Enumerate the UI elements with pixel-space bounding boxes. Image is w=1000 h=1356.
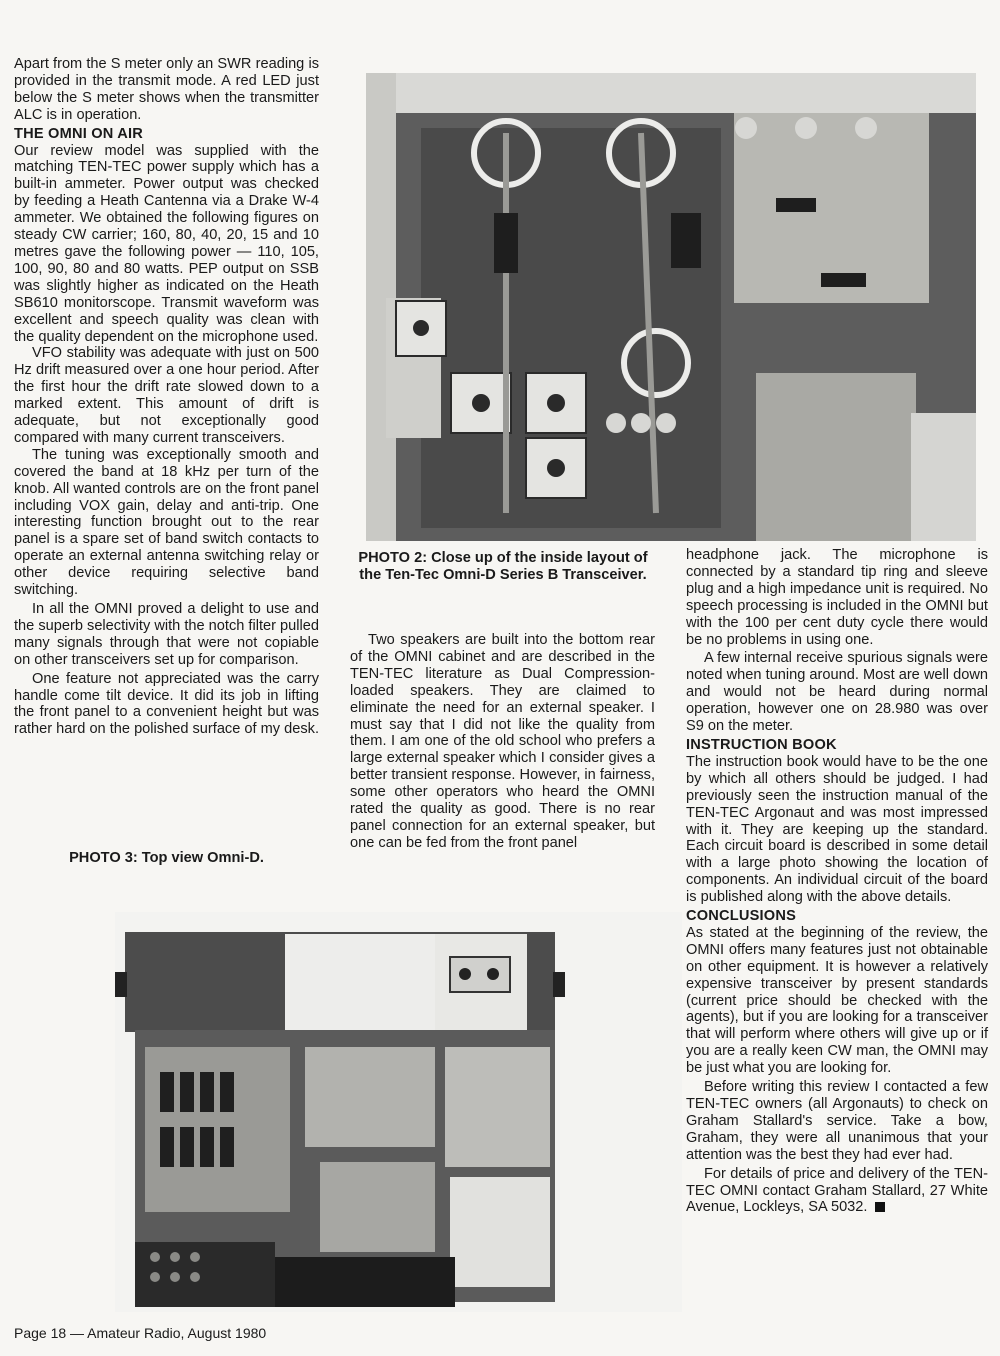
photo-3-top-view <box>115 912 682 1312</box>
photo-3-illustration <box>115 912 682 1312</box>
photo-2-caption: PHOTO 2: Close up of the inside layout of the Ten-Tec Omni-D Series B Transceiver. <box>358 550 648 583</box>
right-text-column <box>686 547 988 1216</box>
left-text-column <box>14 56 319 738</box>
paragraph: As stated at the beginning of the review, the OMNI offers many features just not obtainable on other equipment. It is however a relatively expensive transceiver by present standards (current price should be checked with the agents), but if you are looking for a transceiver that will perform where others will give up or if you are a really keen CW man, the OMNI may be just what you are looking for. <box>686 924 988 1077</box>
paragraph: The instruction book would have to be the one by which all others should be judged. I had previously seen the instruction manual of the TEN-TEC Argonaut and was most impressed with it. They are keeping up the standard. Each circuit board is described in some detail with a large photo showing the location of components. An individual circuit of the board is published along with the above details. <box>686 753 988 906</box>
end-of-article-mark <box>875 1202 885 1212</box>
closing-text: For details of price and delivery of the TEN-TEC OMNI contact Graham Stallard, 27 White Avenue, Lockleys, SA 5032. <box>686 1165 988 1216</box>
paragraph: Apart from the S meter only an SWR reading is provided in the transmit mode. A red LED just below the S meter shows when the transmitter ALC is in operation. <box>14 56 319 123</box>
paragraph: Before writing this review I contacted a few TEN-TEC owners (all Argonauts) to check on Graham Stallard's service. Take a bow, Graham, they were all unanimous that your attention was the best they had ever had. <box>686 1079 988 1163</box>
paragraph: Our review model was supplied with the matching TEN-TEC power supply which has a built-in ammeter. Power output was checked by feeding a Heath Cantenna via a Drake W-4 ammeter. We obtained the following figures on steady CW carrier; 160, 80, 40, 20, 15 and 10 metres gave the following power — 110, 105, 100, 90, 80 and 80 watts. PEP output on SSB was slightly higher as indicated on the Heath SB610 monitorscope. Transmit waveform was excellent and speech quality was clean with the quality dependent on the microphone used. <box>14 142 319 345</box>
photo-2-illustration <box>366 73 976 541</box>
middle-text-column <box>350 632 655 852</box>
page-footer: Page 18 — Amateur Radio, August 1980 <box>14 1325 267 1341</box>
paragraph: VFO stability was adequate with just on 500 Hz drift measured over a one hour period. After the first hour the drift rate slowed down to a marked extent. This amount of drift is adequate, but not exceptionally good compared with many current transceivers. <box>14 345 319 446</box>
photo-3-caption: PHOTO 3: Top view Omni-D. <box>69 850 264 866</box>
paragraph: In all the OMNI proved a delight to use and the superb selectivity with the notch filter pulled many signals through that were not copiable on other transceivers set up for comparison. <box>14 601 320 668</box>
heading-conclusions: CONCLUSIONS <box>686 908 797 925</box>
heading-omni-on-air: THE OMNI ON AIR <box>14 125 143 142</box>
photo-2-inside-layout <box>366 73 976 541</box>
paragraph: A few internal receive spurious signals were noted when tuning around. Most are well down and would not be heard during normal operation, however one on 28.980 was over S9 on the meter. <box>686 650 988 735</box>
heading-instruction-book: INSTRUCTION BOOK <box>686 736 837 753</box>
paragraph: One feature not appreciated was the carry handle come tilt device. It did its job in lifting the front panel to a convenient height but was rather hard on the polished surface of my desk. <box>14 670 320 738</box>
paragraph: The tuning was exceptionally smooth and covered the band at 18 kHz per turn of the knob. All wanted controls are on the front panel including VOX gain, delay and anti-trip. One interesting function brought out to the rear panel is a spare set of band switch contacts to operate an external antenna switching relay or other device requiring selective band switching. <box>14 446 319 599</box>
paragraph: Two speakers are built into the bottom rear of the OMNI cabinet and are described in the TEN-TEC literature as Dual Compression-loaded speakers. They are claimed to eliminate the need for an external speaker. I must say that I did not like the quality from them. I am one of the old school who prefers a large external speaker which I consider gives a better transient response. However, in fairness, some other operators who heard the OMNI rated the quality as good. There is no rear panel connection for an external speaker, but one can be fed from the front panel <box>350 632 656 851</box>
paragraph <box>686 1166 988 1217</box>
paragraph: headphone jack. The microphone is connected by a standard tip ring and sleeve plug and a high impedance unit is required. No speech processing is included in the OMNI but with the 100 per cent duty cycle there would be no problems in using one. <box>686 547 988 648</box>
